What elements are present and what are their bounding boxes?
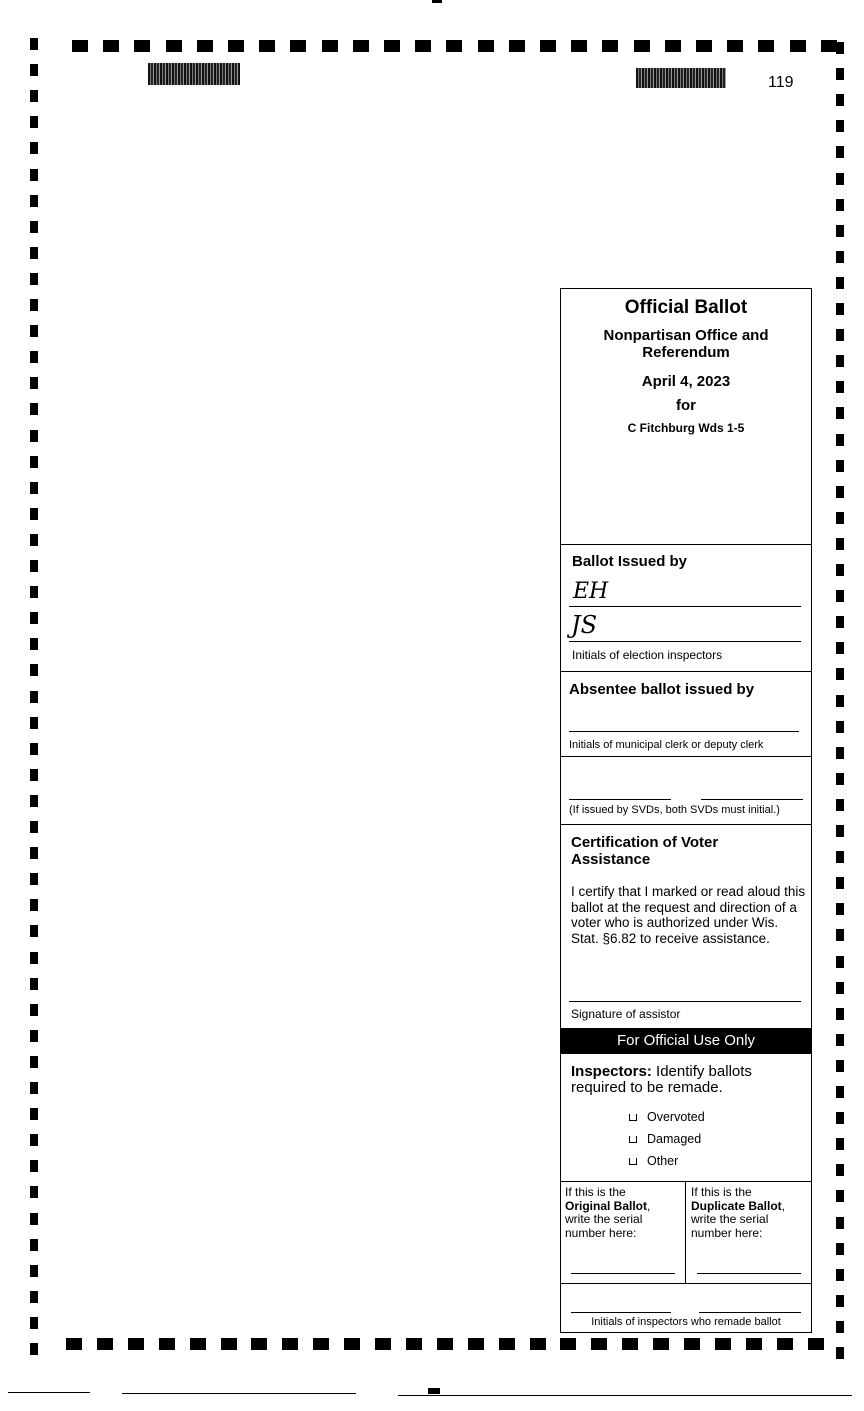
timing-mark [836, 695, 844, 707]
timing-mark [103, 40, 119, 52]
timing-mark [790, 40, 806, 52]
initials-line-1 [569, 606, 801, 607]
timing-mark [30, 64, 38, 76]
timing-mark [30, 1213, 38, 1225]
timing-mark [684, 1338, 700, 1350]
footer-line [398, 1395, 852, 1396]
assistance-statement: I certify that I marked or read aloud this ballot at the request and direction of a voter who is authorized under Wis. Stat. §6.82 to receive assistance. [571, 884, 806, 946]
timing-mark [836, 303, 844, 315]
timing-mark [836, 1321, 844, 1333]
ballot-header [561, 297, 811, 435]
timing-mark [836, 173, 844, 185]
barcode-left [148, 63, 240, 85]
remade-initials-line-1 [571, 1312, 671, 1313]
timing-mark [30, 978, 38, 990]
timing-mark [836, 721, 844, 733]
timing-mark [836, 381, 844, 393]
timing-mark [30, 195, 38, 207]
timing-mark [836, 434, 844, 446]
timing-mark [836, 407, 844, 419]
timing-mark [560, 1338, 576, 1350]
timing-mark [30, 1291, 38, 1303]
timing-mark [30, 273, 38, 285]
timing-mark [499, 1338, 515, 1350]
timing-mark [30, 1186, 38, 1198]
timing-mark [322, 40, 338, 52]
ballot-title: Official Ballot [624, 297, 748, 318]
timing-mark [808, 1338, 824, 1350]
timing-mark [30, 247, 38, 259]
timing-mark [66, 1338, 82, 1350]
inspector-initials-1: EH [573, 579, 609, 604]
election-date: April 4, 2023 [641, 373, 731, 390]
timing-mark [836, 1217, 844, 1229]
timing-mark [30, 482, 38, 494]
timing-mark [30, 299, 38, 311]
divider [561, 1181, 811, 1182]
footer-line [122, 1393, 356, 1394]
official-use-banner: For Official Use Only [561, 1028, 811, 1054]
original-serial-line [571, 1273, 675, 1274]
timing-mark [836, 512, 844, 524]
timing-mark [836, 120, 844, 132]
svd-line-1 [569, 799, 671, 800]
timing-mark [836, 146, 844, 158]
divider [561, 544, 811, 545]
divider [561, 1283, 811, 1284]
timing-mark [836, 1295, 844, 1307]
remake-option-other[interactable] [629, 1154, 678, 1168]
timing-mark [72, 40, 88, 52]
timing-mark [836, 225, 844, 237]
timing-mark [836, 590, 844, 602]
timing-mark [282, 1338, 298, 1350]
top-mark [432, 0, 442, 3]
timing-mark [30, 351, 38, 363]
timing-mark [758, 40, 774, 52]
timing-mark [836, 42, 844, 54]
timing-mark [836, 486, 844, 498]
initials-line-2 [569, 641, 801, 642]
timing-mark [836, 68, 844, 80]
timing-mark [30, 612, 38, 624]
timing-mark [30, 691, 38, 703]
timing-mark [836, 825, 844, 837]
divider [561, 756, 811, 757]
timing-mark [30, 1004, 38, 1016]
timing-mark [30, 1056, 38, 1068]
timing-mark [30, 1265, 38, 1277]
timing-mark [836, 1060, 844, 1072]
timing-mark [30, 1343, 38, 1355]
divider [561, 824, 811, 825]
remade-initials-line-2 [699, 1312, 801, 1313]
timing-mark [30, 456, 38, 468]
timing-mark [290, 40, 306, 52]
timing-mark [836, 1164, 844, 1176]
timing-mark [30, 717, 38, 729]
for-label: for [676, 397, 696, 414]
timing-mark [344, 1338, 360, 1350]
timing-mark [30, 795, 38, 807]
svd-line-2 [701, 799, 803, 800]
serial-divider [685, 1181, 686, 1283]
timing-mark [836, 616, 844, 628]
timing-mark [30, 1082, 38, 1094]
ballot-number: 119 [768, 74, 794, 91]
timing-mark [134, 40, 150, 52]
timing-mark [166, 40, 182, 52]
inspectors-label: Inspectors: [571, 1063, 652, 1080]
timing-mark [375, 1338, 391, 1350]
timing-mark [836, 877, 844, 889]
duplicate-ballot-instruction: If this is the Duplicate Ballot, write the serial number here: [691, 1185, 786, 1240]
timing-mark [313, 1338, 329, 1350]
absentee-caption: Initials of municipal clerk or deputy clerk [569, 739, 764, 751]
jurisdiction: C Fitchburg Wds 1-5 [627, 421, 745, 435]
timing-mark [836, 747, 844, 759]
timing-mark [30, 430, 38, 442]
timing-mark [30, 142, 38, 154]
timing-mark [30, 116, 38, 128]
timing-mark [30, 847, 38, 859]
timing-mark [836, 956, 844, 968]
timing-mark [406, 1338, 422, 1350]
ballot-subtitle: Nonpartisan Office and Referendum [603, 327, 769, 361]
timing-mark [836, 329, 844, 341]
timing-mark [836, 1347, 844, 1359]
timing-mark [836, 1034, 844, 1046]
timing-mark [415, 40, 431, 52]
timing-mark [836, 564, 844, 576]
option-label: Overvoted [647, 1110, 705, 1124]
timing-mark [30, 377, 38, 389]
timing-mark [30, 925, 38, 937]
timing-mark [727, 40, 743, 52]
barcode-right [636, 68, 726, 88]
timing-mark [836, 460, 844, 472]
footer-mark [428, 1388, 440, 1394]
timing-mark [30, 873, 38, 885]
timing-mark [665, 40, 681, 52]
timing-mark [836, 1086, 844, 1098]
timing-mark [530, 1338, 546, 1350]
timing-mark [540, 40, 556, 52]
timing-mark [836, 251, 844, 263]
timing-mark [836, 277, 844, 289]
inspector-initials-2: JS [571, 611, 598, 639]
timing-mark [30, 1108, 38, 1120]
timing-mark [696, 40, 712, 52]
timing-mark [228, 40, 244, 52]
timing-mark [251, 1338, 267, 1350]
timing-mark [622, 1338, 638, 1350]
option-label: Damaged [647, 1132, 702, 1146]
timing-mark [836, 773, 844, 785]
timing-mark [836, 929, 844, 941]
footer-line [8, 1392, 90, 1393]
timing-mark [30, 534, 38, 546]
checkbox-icon[interactable] [629, 1158, 637, 1165]
timing-mark [159, 1338, 175, 1350]
timing-mark [128, 1338, 144, 1350]
timing-mark [836, 1008, 844, 1020]
timing-mark [30, 1317, 38, 1329]
absentee-line [569, 731, 799, 732]
timing-mark [634, 40, 650, 52]
inspectors-instruction [571, 1064, 801, 1096]
assistor-caption: Signature of assistor [571, 1007, 681, 1021]
svd-caption: (If issued by SVDs, both SVDs must initial.) [569, 804, 780, 816]
timing-mark [30, 560, 38, 572]
timing-mark [836, 94, 844, 106]
timing-mark [836, 903, 844, 915]
timing-mark [30, 899, 38, 911]
ballot-stub-panel [560, 288, 812, 1333]
timing-mark [221, 1338, 237, 1350]
divider [561, 671, 811, 672]
timing-mark [836, 982, 844, 994]
timing-mark [30, 403, 38, 415]
timing-mark [259, 40, 275, 52]
timing-mark [30, 221, 38, 233]
timing-mark [353, 40, 369, 52]
timing-mark [30, 1134, 38, 1146]
duplicate-serial-line [697, 1273, 801, 1274]
checkbox-icon[interactable] [629, 1114, 637, 1121]
timing-mark [591, 1338, 607, 1350]
timing-mark [777, 1338, 793, 1350]
timing-mark [836, 199, 844, 211]
timing-mark [30, 743, 38, 755]
timing-mark [30, 638, 38, 650]
timing-mark [30, 1030, 38, 1042]
timing-mark [190, 1338, 206, 1350]
timing-mark [30, 90, 38, 102]
timing-mark [836, 1138, 844, 1150]
assistor-signature-line [569, 1001, 801, 1002]
timing-mark [836, 1269, 844, 1281]
timing-mark [30, 821, 38, 833]
timing-mark [197, 40, 213, 52]
timing-mark [836, 851, 844, 863]
timing-mark [836, 538, 844, 550]
timing-mark [384, 40, 400, 52]
absentee-heading: Absentee ballot issued by [569, 681, 755, 698]
timing-mark [836, 355, 844, 367]
timing-mark [836, 799, 844, 811]
timing-mark [836, 642, 844, 654]
timing-mark [446, 40, 462, 52]
option-label: Other [647, 1154, 679, 1168]
timing-mark [437, 1338, 453, 1350]
timing-mark [715, 1338, 731, 1350]
remade-caption: Initials of inspectors who remade ballot [591, 1316, 781, 1328]
timing-mark [97, 1338, 113, 1350]
inspectors-text: Identify ballots required to be remade. [571, 1063, 752, 1096]
timing-mark [836, 668, 844, 680]
issued-by-caption: Initials of election inspectors [572, 648, 723, 662]
timing-mark [30, 38, 38, 50]
timing-mark [30, 1160, 38, 1172]
timing-mark [30, 169, 38, 181]
timing-mark [821, 40, 837, 52]
remake-option-overvoted[interactable] [629, 1110, 705, 1124]
timing-mark [468, 1338, 484, 1350]
timing-mark [836, 1112, 844, 1124]
timing-mark [478, 40, 494, 52]
timing-mark [746, 1338, 762, 1350]
timing-mark [30, 508, 38, 520]
timing-mark [602, 40, 618, 52]
checkbox-icon[interactable] [629, 1136, 637, 1143]
timing-mark [30, 769, 38, 781]
timing-mark [836, 1190, 844, 1202]
timing-mark [30, 952, 38, 964]
timing-mark [30, 664, 38, 676]
timing-mark [653, 1338, 669, 1350]
issued-by-section [561, 553, 811, 570]
timing-mark [836, 1243, 844, 1255]
timing-mark [509, 40, 525, 52]
timing-mark [571, 40, 587, 52]
timing-mark [30, 1239, 38, 1251]
timing-mark [30, 586, 38, 598]
original-ballot-instruction: If this is the Original Ballot, write the serial number here: [565, 1185, 651, 1240]
remake-option-damaged[interactable] [629, 1132, 701, 1146]
issued-by-heading: Ballot Issued by [572, 553, 688, 570]
assistance-heading: Certification of Voter Assistance [571, 834, 719, 868]
timing-mark [30, 325, 38, 337]
